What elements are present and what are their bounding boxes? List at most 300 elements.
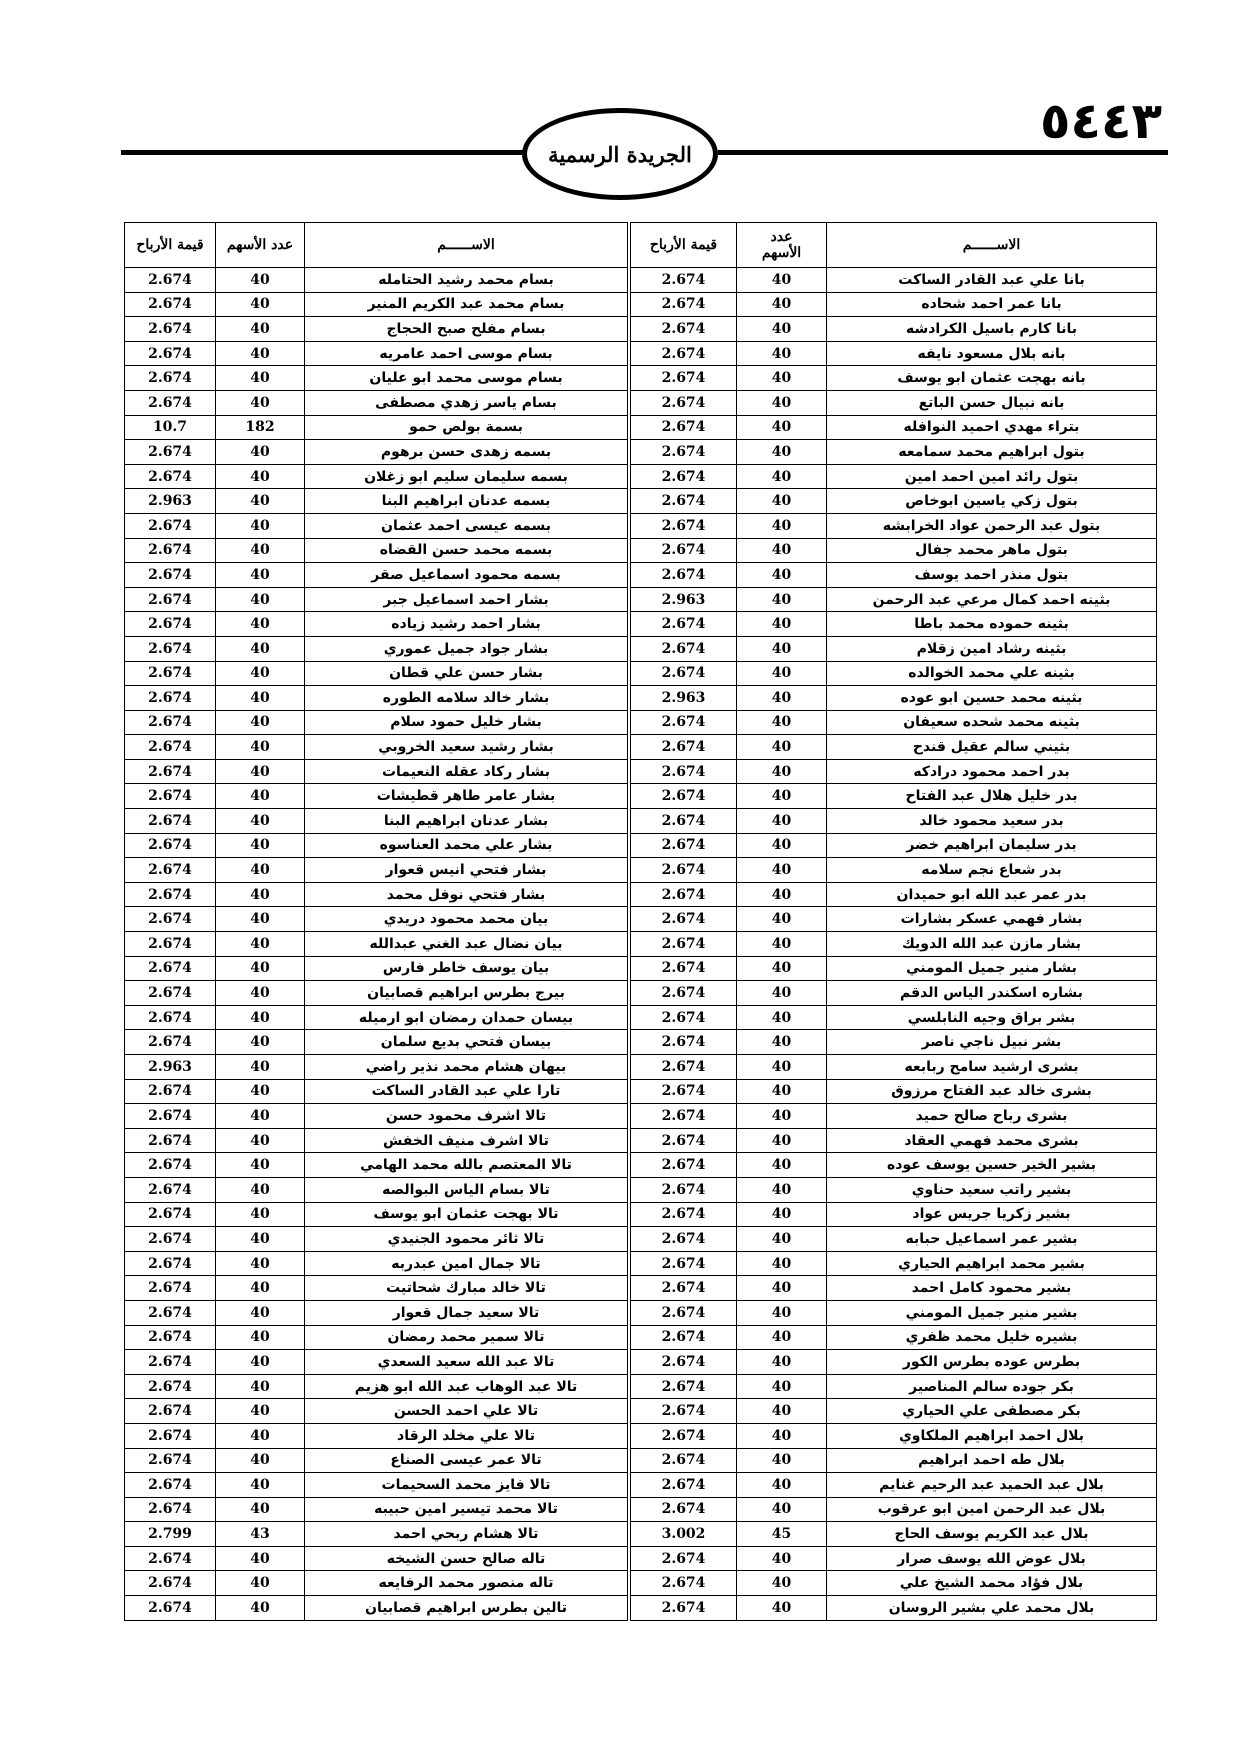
table-row — [125, 1030, 628, 1055]
dividend-value-cell: 2.674 — [631, 1005, 737, 1030]
shareholder-name-cell: بسمه زهدى حسن برهوم — [305, 440, 628, 465]
shareholder-name-cell: بشرى ارشيد سامح ربابعه — [827, 1055, 1157, 1080]
dividend-value-cell: 2.674 — [631, 341, 737, 366]
shareholder-name-cell: بسام موسى محمد ابو عليان — [305, 366, 628, 391]
dividend-value-cell: 2.674 — [125, 981, 216, 1006]
shareholder-name-cell: بشار منير جميل المومني — [827, 956, 1157, 981]
shares-count-cell: 40 — [737, 686, 827, 711]
dividend-value-cell: 2.674 — [631, 981, 737, 1006]
shares-count-cell: 40 — [216, 1399, 305, 1424]
table-row — [125, 858, 628, 883]
dividend-value-cell: 2.674 — [631, 858, 737, 883]
shareholder-name-cell: بسام ياسر زهدي مصطفى — [305, 390, 628, 415]
shares-count-cell: 40 — [216, 1300, 305, 1325]
shareholder-name-cell: بشار حسن علي قطان — [305, 661, 628, 686]
header-name: الاســــــم — [305, 223, 628, 268]
shares-count-cell: 40 — [216, 1153, 305, 1178]
shareholder-name-cell: بتول منذر احمد يوسف — [827, 563, 1157, 588]
dividend-value-cell: 2.674 — [125, 1202, 216, 1227]
table-row — [631, 1399, 1157, 1424]
table-row — [125, 1128, 628, 1153]
dividend-value-cell: 2.674 — [631, 1546, 737, 1571]
shareholder-name-cell: تالا بسام الياس البوالصه — [305, 1177, 628, 1202]
table-row — [125, 563, 628, 588]
shares-count-cell: 40 — [737, 563, 827, 588]
dividend-value-cell: 2.674 — [125, 612, 216, 637]
shareholder-name-cell: بدر عمر عبد الله ابو حميدان — [827, 882, 1157, 907]
shareholder-name-cell: بشر نبيل ناجي ناصر — [827, 1030, 1157, 1055]
table-row — [631, 1055, 1157, 1080]
table-row — [125, 981, 628, 1006]
shares-count-cell: 40 — [216, 858, 305, 883]
table-row — [631, 563, 1157, 588]
shares-count-cell: 40 — [737, 440, 827, 465]
table-row — [125, 1276, 628, 1301]
shares-count-cell: 40 — [216, 710, 305, 735]
table-row — [631, 1104, 1157, 1129]
shares-count-cell: 40 — [216, 341, 305, 366]
table-row — [125, 464, 628, 489]
dividend-value-cell: 2.674 — [631, 268, 737, 293]
table-row — [631, 1128, 1157, 1153]
dividend-value-cell: 2.674 — [631, 710, 737, 735]
dividend-value-cell: 2.674 — [125, 268, 216, 293]
table-row — [125, 907, 628, 932]
shares-count-cell: 40 — [737, 538, 827, 563]
dividend-value-cell: 2.674 — [631, 1448, 737, 1473]
table-row — [125, 661, 628, 686]
shares-count-cell: 40 — [737, 858, 827, 883]
shares-count-cell: 40 — [216, 1177, 305, 1202]
dividend-value-cell: 2.674 — [631, 292, 737, 317]
header-shares-count: عدد الأسهم — [216, 223, 305, 268]
shareholder-name-cell: بثيني سالم عقيل قندح — [827, 735, 1157, 760]
shareholder-name-cell: تاله منصور محمد الرفايعه — [305, 1571, 628, 1596]
shareholder-name-cell: بلال محمد علي بشير الروسان — [827, 1596, 1157, 1621]
table-row — [631, 833, 1157, 858]
dividend-value-cell: 2.674 — [125, 317, 216, 342]
shares-count-cell: 40 — [216, 833, 305, 858]
shareholder-name-cell: بسام محمد رشيد الحتامله — [305, 268, 628, 293]
dividend-value-cell: 2.674 — [125, 587, 216, 612]
table-row — [125, 1079, 628, 1104]
table-row — [631, 784, 1157, 809]
shareholder-name-cell: تالا المعتصم بالله محمد الهامي — [305, 1153, 628, 1178]
shares-count-cell: 40 — [216, 1374, 305, 1399]
shareholder-name-cell: بشار مازن عبد الله الدويك — [827, 932, 1157, 957]
header-name: الاســــــم — [827, 223, 1157, 268]
shareholder-name-cell: بثينه محمد حسين ابو عوده — [827, 686, 1157, 711]
dividend-value-cell: 2.674 — [631, 1153, 737, 1178]
table-row — [125, 686, 628, 711]
shareholder-name-cell: بثينه محمد شحده سعيفان — [827, 710, 1157, 735]
shareholder-name-cell: بيان يوسف خاطر فارس — [305, 956, 628, 981]
dividend-value-cell: 2.674 — [125, 809, 216, 834]
shares-count-cell: 40 — [737, 317, 827, 342]
shareholder-name-cell: بتول رائد امين احمد امين — [827, 464, 1157, 489]
table-row — [631, 1325, 1157, 1350]
table-row — [631, 1350, 1157, 1375]
shares-count-cell: 40 — [216, 1350, 305, 1375]
shareholder-name-cell: تالا سمير محمد رمضان — [305, 1325, 628, 1350]
table-row — [631, 538, 1157, 563]
shareholder-name-cell: تالا جمال امين عبدربه — [305, 1251, 628, 1276]
dividend-value-cell: 2.674 — [631, 440, 737, 465]
shareholder-name-cell: بثينه احمد كمال مرعي عبد الرحمن — [827, 587, 1157, 612]
shares-count-cell: 40 — [216, 1497, 305, 1522]
table-row — [631, 1522, 1157, 1547]
shareholder-name-cell: بيرج بطرس ابراهيم قصابيان — [305, 981, 628, 1006]
dividend-value-cell: 2.674 — [125, 513, 216, 538]
dividend-value-cell: 2.674 — [631, 1177, 737, 1202]
page-number: ٥٤٤٣ — [1040, 92, 1163, 150]
shares-count-cell: 40 — [216, 981, 305, 1006]
table-row — [125, 317, 628, 342]
shareholder-name-cell: بيسان حمدان رمضان ابو ارميله — [305, 1005, 628, 1030]
shareholder-name-cell: بشار فهمي عسكر بشارات — [827, 907, 1157, 932]
shares-count-cell: 40 — [216, 759, 305, 784]
shares-count-cell: 40 — [737, 1596, 827, 1621]
dividend-value-cell: 2.674 — [631, 1104, 737, 1129]
table-row — [631, 1202, 1157, 1227]
shareholder-name-cell: بشار خليل حمود سلام — [305, 710, 628, 735]
header-dividend-value: قيمة الأرباح — [631, 223, 737, 268]
shares-count-cell: 40 — [737, 1448, 827, 1473]
shareholder-name-cell: بشار احمد رشيد زياده — [305, 612, 628, 637]
table-row — [631, 1079, 1157, 1104]
table-row — [125, 415, 628, 440]
shares-count-cell: 40 — [216, 538, 305, 563]
table-row — [631, 1448, 1157, 1473]
shares-count-cell: 40 — [216, 1571, 305, 1596]
dividend-value-cell: 2.674 — [631, 1423, 737, 1448]
shares-count-cell: 40 — [216, 563, 305, 588]
dividend-value-cell: 2.674 — [125, 1423, 216, 1448]
shareholder-name-cell: تالا سعيد جمال قعوار — [305, 1300, 628, 1325]
table-row — [125, 710, 628, 735]
table-row — [125, 932, 628, 957]
table-row — [125, 538, 628, 563]
shares-count-cell: 40 — [737, 1399, 827, 1424]
shareholder-name-cell: بثينه حموده محمد باطا — [827, 612, 1157, 637]
table-row — [631, 1497, 1157, 1522]
dividend-value-cell: 2.674 — [125, 1596, 216, 1621]
shareholder-name-cell: بلال فؤاد محمد الشيخ علي — [827, 1571, 1157, 1596]
table-row — [631, 956, 1157, 981]
dividend-value-cell: 2.674 — [125, 686, 216, 711]
table-row — [125, 1005, 628, 1030]
shares-count-cell: 40 — [216, 292, 305, 317]
table-row — [125, 1153, 628, 1178]
dividend-value-cell: 2.674 — [631, 833, 737, 858]
table-row — [631, 932, 1157, 957]
dividend-value-cell: 2.674 — [631, 538, 737, 563]
table-row — [125, 1350, 628, 1375]
shares-count-cell: 40 — [216, 390, 305, 415]
shares-count-cell: 40 — [216, 464, 305, 489]
shareholder-name-cell: بشير راتب سعيد حناوي — [827, 1177, 1157, 1202]
shares-count-cell: 40 — [216, 809, 305, 834]
shareholder-name-cell: بانا عمر احمد شحاده — [827, 292, 1157, 317]
shareholder-name-cell: بثينه رشاد امين زقلام — [827, 636, 1157, 661]
shares-count-cell: 40 — [737, 1104, 827, 1129]
dividend-value-cell: 2.674 — [631, 1399, 737, 1424]
shares-count-cell: 40 — [737, 612, 827, 637]
shareholder-name-cell: تالا عبد الوهاب عبد الله ابو هزيم — [305, 1374, 628, 1399]
shares-count-cell: 40 — [216, 1276, 305, 1301]
shares-count-cell: 40 — [216, 587, 305, 612]
dividend-value-cell: 2.674 — [631, 1497, 737, 1522]
table-row — [631, 1571, 1157, 1596]
shareholder-name-cell: تالا عمر عيسى الصناع — [305, 1448, 628, 1473]
shareholder-name-cell: تالا علي احمد الحسن — [305, 1399, 628, 1424]
shareholder-name-cell: بشير منير جميل المومني — [827, 1300, 1157, 1325]
header-rule-left — [121, 150, 523, 155]
table-row — [125, 1423, 628, 1448]
shareholder-name-cell: بثينه علي محمد الخوالده — [827, 661, 1157, 686]
dividend-value-cell: 2.674 — [125, 858, 216, 883]
shareholder-name-cell: بشار علي محمد العناسوه — [305, 833, 628, 858]
table-row — [125, 1300, 628, 1325]
shareholder-name-cell: بتراء مهدي احميد النوافله — [827, 415, 1157, 440]
shareholder-name-cell: تالا ثائر محمود الجنيدي — [305, 1227, 628, 1252]
dividend-value-cell: 2.674 — [125, 907, 216, 932]
table-row — [631, 292, 1157, 317]
shares-count-cell: 40 — [216, 1202, 305, 1227]
dividend-value-cell: 2.674 — [125, 1079, 216, 1104]
header-shares-count: عدد الأسهم — [737, 223, 827, 268]
dividend-value-cell: 2.674 — [631, 1227, 737, 1252]
dividend-value-cell: 2.674 — [125, 464, 216, 489]
table-header-row — [125, 223, 628, 268]
shares-count-cell: 40 — [737, 1251, 827, 1276]
dividend-value-cell: 2.674 — [125, 1325, 216, 1350]
header-rule-right — [718, 150, 1168, 155]
shareholder-name-cell: تالا خالد مبارك شحاتيت — [305, 1276, 628, 1301]
dividend-value-cell: 2.674 — [631, 563, 737, 588]
dividend-value-cell: 2.674 — [125, 932, 216, 957]
shares-count-cell: 40 — [737, 1227, 827, 1252]
shares-count-cell: 40 — [737, 1325, 827, 1350]
dividend-value-cell: 3.002 — [631, 1522, 737, 1547]
dividend-value-cell: 2.674 — [125, 1227, 216, 1252]
shareholders-left-body — [125, 268, 628, 1621]
shareholder-name-cell: بسمه سليمان سليم ابو زغلان — [305, 464, 628, 489]
header-title: الجريدة الرسمية — [548, 141, 692, 167]
table-row — [125, 440, 628, 465]
shares-count-cell: 40 — [216, 513, 305, 538]
dividend-value-cell: 2.674 — [125, 784, 216, 809]
shareholder-name-cell: بسام موسى احمد عامريه — [305, 341, 628, 366]
shareholder-name-cell: بشرى خالد عبد الفتاح مرزوق — [827, 1079, 1157, 1104]
shares-count-cell: 40 — [737, 1128, 827, 1153]
shareholder-name-cell: بشار فتحي نوفل محمد — [305, 882, 628, 907]
dividend-value-cell: 2.674 — [631, 784, 737, 809]
shareholder-name-cell: بلال عبد الحميد عبد الرحيم غنايم — [827, 1473, 1157, 1498]
shareholder-name-cell: تالا اشرف محمود حسن — [305, 1104, 628, 1129]
dividend-value-cell: 2.674 — [631, 636, 737, 661]
shareholder-name-cell: بسمه عيسى احمد عثمان — [305, 513, 628, 538]
shares-count-cell: 40 — [737, 710, 827, 735]
table-row — [125, 1473, 628, 1498]
table-row — [631, 1546, 1157, 1571]
shares-count-cell: 40 — [216, 907, 305, 932]
shares-count-cell: 40 — [737, 587, 827, 612]
shares-count-cell: 40 — [737, 1300, 827, 1325]
shareholder-name-cell: بشير محمود كامل احمد — [827, 1276, 1157, 1301]
dividend-value-cell: 2.674 — [125, 1177, 216, 1202]
shares-count-cell: 40 — [216, 1325, 305, 1350]
shareholders-right-body — [631, 268, 1157, 1621]
dividend-value-cell: 2.674 — [631, 809, 737, 834]
shares-count-cell: 40 — [216, 661, 305, 686]
shareholder-name-cell: بيان محمد محمود دريدي — [305, 907, 628, 932]
shareholder-name-cell: بدر خليل هلال عبد الفتاح — [827, 784, 1157, 809]
shareholder-name-cell: بلال عبد الرحمن امين ابو عرقوب — [827, 1497, 1157, 1522]
shares-count-cell: 40 — [216, 1423, 305, 1448]
shares-count-cell: 40 — [737, 268, 827, 293]
shareholder-name-cell: بشير عمر اسماعيل حبابه — [827, 1227, 1157, 1252]
table-row — [125, 759, 628, 784]
shareholder-name-cell: بشار عامر طاهر قطيشات — [305, 784, 628, 809]
shareholder-name-cell: بشار احمد اسماعيل جبر — [305, 587, 628, 612]
table-row — [631, 981, 1157, 1006]
shareholder-name-cell: بشرى رباح صالح حميد — [827, 1104, 1157, 1129]
table-row — [631, 341, 1157, 366]
shares-count-cell: 40 — [737, 1005, 827, 1030]
shares-count-cell: 40 — [216, 1079, 305, 1104]
dividend-value-cell: 2.674 — [125, 1374, 216, 1399]
dividend-value-cell: 2.674 — [125, 390, 216, 415]
table-row — [125, 587, 628, 612]
dividend-value-cell: 2.674 — [125, 538, 216, 563]
shares-count-cell: 40 — [737, 907, 827, 932]
table-row — [631, 440, 1157, 465]
shares-count-cell: 40 — [737, 1497, 827, 1522]
dividend-value-cell: 2.674 — [125, 1300, 216, 1325]
dividend-value-cell: 2.674 — [631, 1030, 737, 1055]
shares-count-cell: 43 — [216, 1522, 305, 1547]
shareholder-name-cell: بانه نبيال حسن الباتع — [827, 390, 1157, 415]
dividend-value-cell: 2.674 — [125, 563, 216, 588]
shareholder-name-cell: بسمه عدنان ابراهيم البنا — [305, 489, 628, 514]
dividend-value-cell: 2.963 — [125, 489, 216, 514]
table-row — [631, 661, 1157, 686]
table-row — [631, 735, 1157, 760]
table-row — [631, 513, 1157, 538]
shares-count-cell: 40 — [737, 489, 827, 514]
shares-count-cell: 45 — [737, 1522, 827, 1547]
shareholder-name-cell: تالين بطرس ابراهيم قصابيان — [305, 1596, 628, 1621]
dividend-value-cell: 2.963 — [125, 1055, 216, 1080]
shares-count-cell: 40 — [216, 1448, 305, 1473]
shares-count-cell: 40 — [737, 513, 827, 538]
dividend-value-cell: 2.674 — [125, 882, 216, 907]
dividend-value-cell: 2.674 — [631, 1251, 737, 1276]
table-row — [631, 1251, 1157, 1276]
shareholder-name-cell: بتول زكي ياسين ابوخاص — [827, 489, 1157, 514]
shareholder-name-cell: بدر احمد محمود درادكه — [827, 759, 1157, 784]
shares-count-cell: 40 — [737, 366, 827, 391]
dividend-value-cell: 2.674 — [631, 390, 737, 415]
table-row — [631, 1596, 1157, 1621]
shares-count-cell: 40 — [216, 1473, 305, 1498]
dividend-value-cell: 2.674 — [125, 735, 216, 760]
table-row — [125, 390, 628, 415]
table-row — [125, 809, 628, 834]
dividend-value-cell: 2.674 — [125, 366, 216, 391]
dividend-value-cell: 2.674 — [125, 292, 216, 317]
shares-count-cell: 40 — [737, 833, 827, 858]
shares-count-cell: 40 — [737, 415, 827, 440]
shares-count-cell: 40 — [216, 1227, 305, 1252]
dividend-value-cell: 2.674 — [125, 1350, 216, 1375]
shares-count-cell: 40 — [216, 686, 305, 711]
shareholder-name-cell: تالا محمد تيسير امين حبيبه — [305, 1497, 628, 1522]
dividend-value-cell: 2.674 — [631, 1350, 737, 1375]
shareholder-name-cell: بشار رشيد سعيد الخروبي — [305, 735, 628, 760]
dividend-value-cell: 2.674 — [125, 1546, 216, 1571]
table-row — [631, 858, 1157, 883]
dividend-value-cell: 2.799 — [125, 1522, 216, 1547]
shareholder-name-cell: بتول ماهر محمد جفال — [827, 538, 1157, 563]
table-row — [631, 464, 1157, 489]
shares-count-cell: 40 — [737, 1546, 827, 1571]
table-row — [631, 759, 1157, 784]
shares-count-cell: 40 — [216, 1546, 305, 1571]
shareholder-name-cell: بشار ركاد عقله النعيمات — [305, 759, 628, 784]
table-row — [631, 366, 1157, 391]
dividend-value-cell: 2.674 — [631, 1596, 737, 1621]
dividend-value-cell: 2.674 — [631, 612, 737, 637]
shares-count-cell: 40 — [737, 1153, 827, 1178]
shares-count-cell: 40 — [216, 1104, 305, 1129]
table-row — [125, 489, 628, 514]
shareholder-name-cell: بسام محمد عبد الكريم المنير — [305, 292, 628, 317]
dividend-value-cell: 2.674 — [631, 489, 737, 514]
shares-count-cell: 40 — [737, 882, 827, 907]
shares-count-cell: 40 — [737, 1571, 827, 1596]
dividend-value-cell: 2.674 — [631, 366, 737, 391]
table-row — [631, 415, 1157, 440]
dividend-value-cell: 2.674 — [125, 1030, 216, 1055]
shares-count-cell: 40 — [216, 1251, 305, 1276]
shares-count-cell: 40 — [737, 784, 827, 809]
dividend-value-cell: 2.674 — [125, 1473, 216, 1498]
table-row — [125, 882, 628, 907]
table-row — [125, 1055, 628, 1080]
shares-count-cell: 40 — [216, 1128, 305, 1153]
shares-count-cell: 40 — [216, 366, 305, 391]
table-row — [631, 1300, 1157, 1325]
shares-count-cell: 40 — [216, 1596, 305, 1621]
shares-count-cell: 40 — [216, 1005, 305, 1030]
dividend-value-cell: 2.674 — [631, 1079, 737, 1104]
table-row — [631, 1423, 1157, 1448]
shareholder-name-cell: تالا بهجت عثمان ابو يوسف — [305, 1202, 628, 1227]
table-row — [125, 735, 628, 760]
dividend-value-cell: 2.674 — [631, 415, 737, 440]
table-row — [631, 1177, 1157, 1202]
dividend-value-cell: 2.674 — [125, 1005, 216, 1030]
table-row — [631, 489, 1157, 514]
shares-count-cell: 40 — [216, 932, 305, 957]
dividend-value-cell: 2.674 — [631, 735, 737, 760]
dividend-value-cell: 2.674 — [125, 956, 216, 981]
dividend-value-cell: 2.674 — [125, 1497, 216, 1522]
shares-count-cell: 40 — [216, 489, 305, 514]
shareholder-name-cell: بشار جواد جميل عموري — [305, 636, 628, 661]
